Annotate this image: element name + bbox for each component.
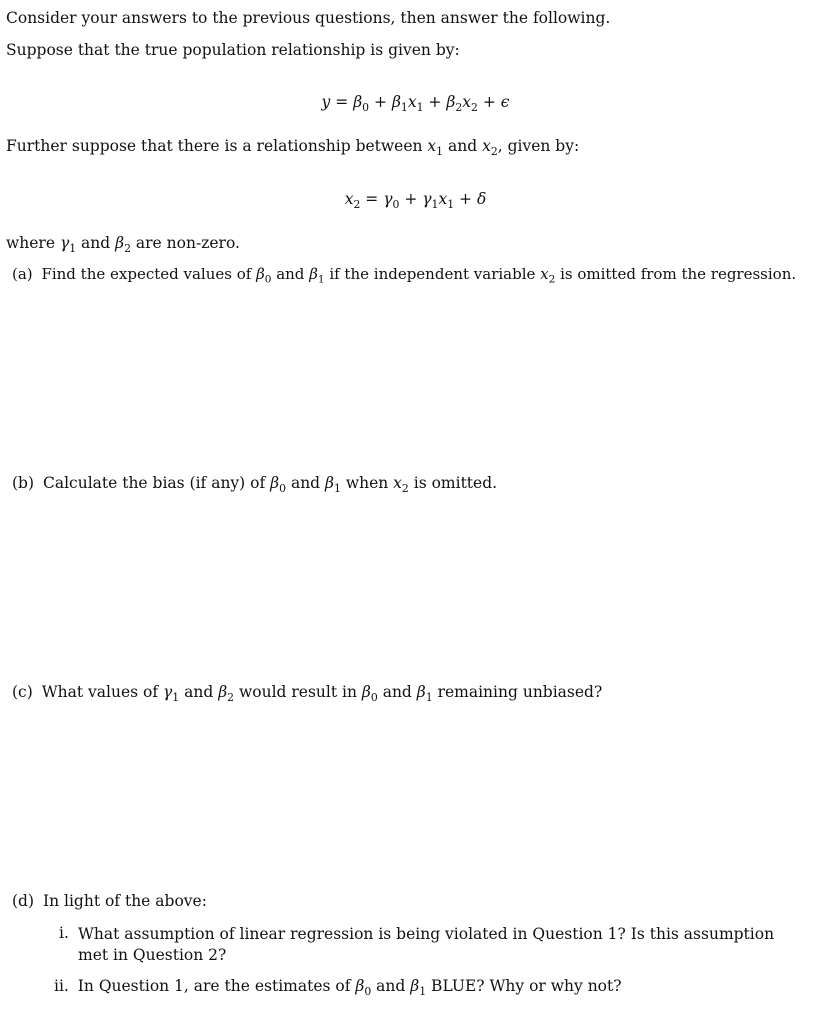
question-d-label: (d) <box>12 892 35 910</box>
relationship-equation: $x_2 = \gamma_0 + \gamma_1x_1 + \delta$ <box>344 190 487 211</box>
question-d-i-text: What assumption of linear regression is being violated in Question 1? Is this assumption met in Question 2? <box>78 925 775 964</box>
question-d-i-label: i. <box>59 924 69 942</box>
suppose-text: Suppose that the true population relationship is given by: <box>6 41 460 59</box>
question-a-label: (a) <box>12 265 33 283</box>
question-d: (d) In light of the above: <box>12 892 207 910</box>
question-b-label: (b) <box>12 474 35 492</box>
intro-text: Consider your answers to the previous questions, then answer the following. <box>6 9 611 27</box>
question-b: (b) Calculate the bias (if any) of $\beta_0$ and $\beta_1$ when $x_2$ is omitted. <box>12 474 498 495</box>
population-equation: $y = \beta_0 + \beta_1x_1 + \beta_2x_2 + \epsilon$ <box>321 93 510 114</box>
further-text: Further suppose that there is a relationship between $x_1$ and $x_2$, given by: <box>6 137 580 158</box>
question-a: (a) Find the expected values of $\beta_0$ and $\beta_1$ if the independent variable $x_2$ is omitted from the regression. <box>12 265 797 286</box>
question-d-ii-label: ii. <box>54 977 69 995</box>
question-c-label: (c) <box>12 683 33 701</box>
question-d-ii: ii. In Question 1, are the estimates of $\beta_0$ and $\beta_1$ BLUE? Why or why not? <box>54 977 622 998</box>
where-text: where $\gamma_1$ and $\beta_2$ are non-zero. <box>6 234 240 255</box>
question-c: (c) What values of $\gamma_1$ and $\beta_2$ would result in $\beta_0$ and $\beta_1$ remaining unbiased? <box>12 683 603 704</box>
